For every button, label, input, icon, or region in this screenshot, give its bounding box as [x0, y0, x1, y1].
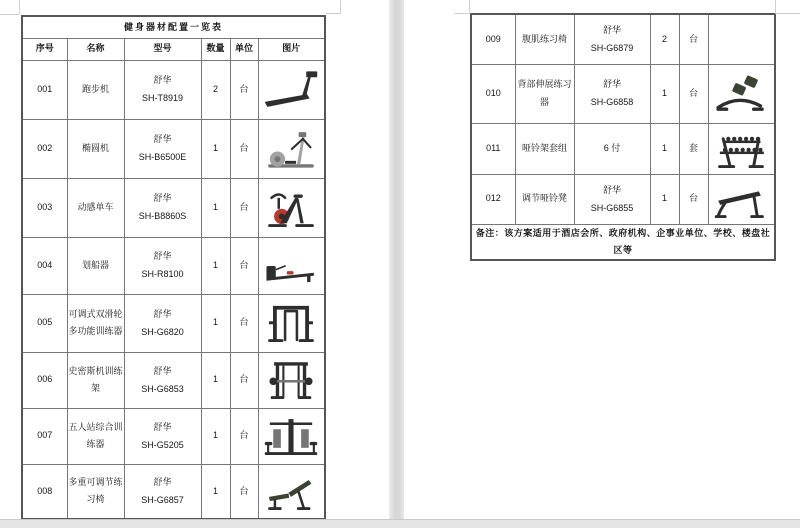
model-code: SH-G6820 — [141, 326, 184, 337]
row-name: 调节哑铃凳 — [515, 174, 574, 224]
col-header-qty: 数量 — [201, 38, 230, 60]
brand-label: 舒华 — [602, 24, 621, 35]
elliptical-photo — [261, 127, 321, 171]
row-qty: 1 — [650, 174, 679, 224]
row-picture — [708, 64, 775, 123]
dumbbell-bench-photo — [711, 177, 771, 221]
table-row-004 — [22, 237, 325, 294]
row-no: 001 — [22, 60, 67, 119]
model-code: SH-R8100 — [141, 269, 184, 279]
row-qty: 1 — [201, 237, 230, 294]
title-row — [22, 16, 325, 38]
row-no: 008 — [22, 464, 67, 519]
row-qty: 1 — [650, 64, 679, 123]
brand-label: 舒华 — [153, 476, 172, 487]
row-no: 006 — [22, 352, 67, 408]
row-unit: 台 — [679, 64, 708, 123]
table-row-010 — [471, 64, 775, 123]
model-code: SH-G6855 — [590, 202, 634, 213]
table-row-008 — [22, 464, 325, 519]
row-name: 多重可调节练习椅 — [67, 464, 124, 519]
header-row — [22, 38, 325, 60]
col-header-no: 序号 — [22, 38, 67, 60]
model-code: SH-G6857 — [141, 494, 184, 505]
col-header-unit: 单位 — [230, 38, 258, 60]
equipment-table-page1 — [21, 15, 326, 520]
row-qty: 2 — [650, 14, 679, 64]
row-qty: 1 — [201, 178, 230, 237]
row-picture — [258, 237, 325, 294]
row-unit: 套 — [679, 123, 708, 174]
brand-label: 舒华 — [153, 134, 172, 145]
row-no: 010 — [471, 64, 515, 123]
multi-station-photo — [261, 414, 321, 458]
margin-cropmark — [0, 14, 19, 15]
table-row-011 — [471, 123, 775, 174]
row-unit: 台 — [230, 237, 258, 294]
margin-cropmark — [454, 13, 469, 14]
smith-machine-photo — [261, 358, 321, 402]
dumbbell-rack-photo — [711, 127, 771, 171]
row-model — [124, 352, 201, 408]
row-qty: 1 — [201, 294, 230, 352]
row-name: 跑步机 — [67, 60, 124, 119]
model-code: SH-T8919 — [141, 93, 184, 103]
row-picture — [708, 123, 775, 174]
brand-label: 舒华 — [153, 365, 172, 376]
row-name: 动感单车 — [67, 178, 124, 237]
row-model — [574, 174, 650, 224]
row-unit: 台 — [230, 464, 258, 519]
model-code: SH-G6858 — [590, 97, 634, 107]
back-extension-photo — [711, 72, 771, 116]
margin-cropmark — [775, 0, 776, 13]
model-code: 6 付 — [603, 143, 621, 154]
row-name: 椭圆机 — [67, 119, 124, 178]
model-code: SH-B6500E — [138, 152, 187, 162]
row-no: 009 — [471, 14, 515, 64]
brand-label: 舒华 — [153, 75, 172, 86]
model-code: SH-B8860S — [138, 211, 187, 221]
brand-label: 舒华 — [153, 193, 172, 204]
row-no: 011 — [471, 123, 515, 174]
table-row-005 — [22, 294, 325, 352]
row-qty: 1 — [650, 123, 679, 174]
row-model — [124, 464, 201, 519]
row-unit: 台 — [230, 294, 258, 352]
brand-label: 舒华 — [153, 251, 172, 262]
row-qty: 1 — [201, 464, 230, 519]
row-name: 史密斯机训练架 — [67, 352, 124, 408]
row-name: 可调式双滑轮多功能训练器 — [67, 294, 124, 352]
row-qty: 1 — [201, 119, 230, 178]
row-picture — [258, 60, 325, 119]
row-no: 003 — [22, 178, 67, 237]
brand-label: 舒华 — [602, 79, 621, 90]
margin-cropmark — [19, 0, 20, 14]
table-row-006 — [22, 352, 325, 408]
row-picture — [708, 174, 775, 224]
table-row-003 — [22, 178, 325, 237]
row-picture — [258, 408, 325, 464]
model-code: SH-G5205 — [141, 439, 184, 450]
col-header-name: 名称 — [67, 38, 124, 60]
equipment-table-page2 — [470, 13, 776, 261]
document-title: 健身器材配置一览表 — [22, 16, 325, 38]
model-code: SH-G6879 — [590, 42, 634, 53]
table-row-007 — [22, 408, 325, 464]
table-row-009 — [471, 14, 775, 64]
margin-cropmark — [326, 13, 341, 14]
row-no: 007 — [22, 408, 67, 464]
functional-trainer-photo — [261, 301, 321, 345]
row-no: 002 — [22, 119, 67, 178]
row-model — [574, 64, 650, 123]
row-unit: 台 — [679, 174, 708, 224]
row-model — [574, 14, 650, 64]
row-model — [124, 408, 201, 464]
table-row-012 — [471, 174, 775, 224]
margin-cropmark — [340, 0, 341, 13]
spin-bike-photo — [261, 186, 321, 230]
row-picture — [258, 464, 325, 519]
model-code: SH-G6853 — [141, 383, 184, 394]
treadmill-photo — [261, 68, 321, 112]
row-no: 012 — [471, 174, 515, 224]
row-unit: 台 — [230, 352, 258, 408]
brand-label: 舒华 — [153, 308, 172, 319]
page-gap — [389, 0, 405, 519]
row-picture-empty — [708, 14, 775, 64]
row-model — [574, 123, 650, 174]
margin-cropmark — [469, 0, 470, 13]
document-page-1 — [0, 0, 390, 519]
row-picture — [258, 352, 325, 408]
col-header-pic: 图片 — [258, 38, 325, 60]
row-picture — [258, 178, 325, 237]
row-unit: 台 — [230, 60, 258, 119]
row-model — [124, 294, 201, 352]
row-picture — [258, 294, 325, 352]
table-row-001 — [22, 60, 325, 119]
row-model — [124, 60, 201, 119]
row-unit: 台 — [230, 408, 258, 464]
row-unit: 台 — [230, 119, 258, 178]
row-qty: 1 — [201, 408, 230, 464]
note-row — [471, 224, 775, 260]
row-name: 腹肌练习椅 — [515, 14, 574, 64]
row-picture — [258, 119, 325, 178]
canvas-bottom-gap — [0, 519, 800, 528]
row-name: 五人站综合训练器 — [67, 408, 124, 464]
col-header-model: 型号 — [124, 38, 201, 60]
row-unit: 台 — [230, 178, 258, 237]
adjustable-bench-photo — [261, 469, 321, 513]
brand-label: 舒华 — [153, 421, 172, 432]
row-no: 005 — [22, 294, 67, 352]
rower-photo — [261, 244, 321, 288]
margin-cropmark — [775, 13, 800, 14]
row-qty: 2 — [201, 60, 230, 119]
brand-label: 舒华 — [602, 184, 621, 195]
row-name: 背部伸展练习器 — [515, 64, 574, 123]
row-model — [124, 237, 201, 294]
row-qty: 1 — [201, 352, 230, 408]
row-name: 划船器 — [67, 237, 124, 294]
document-page-2 — [404, 0, 800, 519]
row-model — [124, 119, 201, 178]
row-no: 004 — [22, 237, 67, 294]
row-model — [124, 178, 201, 237]
row-unit: 台 — [679, 14, 708, 64]
table-row-002 — [22, 119, 325, 178]
table-note: 备注：该方案适用于酒店会所、政府机构、企事业单位、学校、楼盘社区等 — [471, 224, 775, 260]
row-name: 哑铃架套组 — [515, 123, 574, 174]
